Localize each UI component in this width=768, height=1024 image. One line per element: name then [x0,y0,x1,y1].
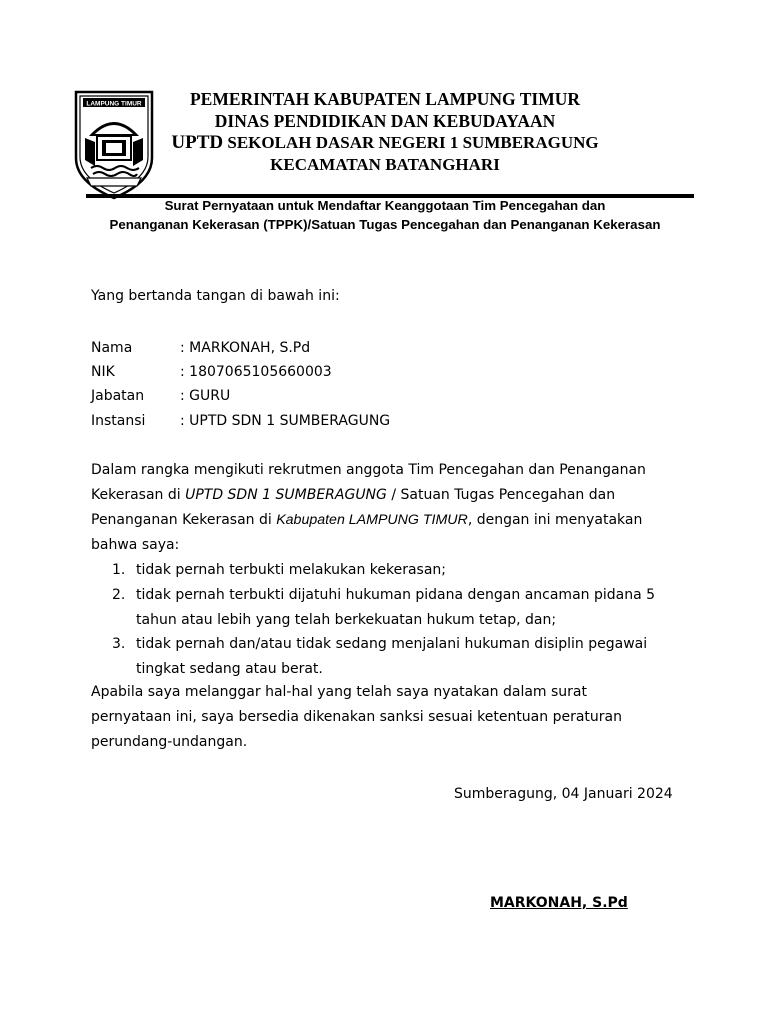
closing-line: Apabila saya melanggar hal-hal yang telah saya nyatakan dalam surat [91,684,588,700]
statement-line [91,508,681,533]
svg-text:LAMPUNG TIMUR: LAMPUNG TIMUR [86,100,142,108]
statement-text: / Satuan Tugas Pencegahan dan [386,487,616,503]
letter-title [70,196,700,234]
place-date: Sumberagung, 04 Januari 2024 [454,786,673,802]
letterhead-school-name: SEKOLAH DASAR NEGERI 1 SUMBERAGUNG [223,133,599,152]
letter-title-line: Penanganan Kekerasan (TPPK)/Satuan Tugas Pencegahan dan Penanganan Kekerasan [109,217,661,232]
statement-line: Dalam rangka mengikuti rekrutmen anggota Tim Pencegahan dan Penanganan [91,462,646,478]
letter-title-line: Surat Pernyataan untuk Mendaftar Keanggotaan Tim Pencegahan dan [164,198,606,213]
list-item: tidak pernah terbukti melakukan kekerasan; [136,562,447,578]
statement-text: Penanganan Kekerasan di [91,512,277,528]
letterhead [150,88,620,176]
letterhead-department: DINAS PENDIDIKAN DAN KEBUDAYAAN [214,111,556,131]
closing-line: pernyataan ini, saya bersedia dikenakan sanksi sesuai ketentuan peraturan [91,709,622,725]
list-item-number: 3. [112,636,126,652]
letterhead-uptd: UPTD [171,132,224,153]
identity-value-name: : MARKONAH, S.Pd [180,340,311,356]
letterhead-government: PEMERINTAH KABUPATEN LAMPUNG TIMUR [189,89,581,109]
statement-line: bahwa saya: [91,537,180,553]
list-item-number: 2. [112,587,126,603]
closing-paragraph [91,680,681,755]
list-item-continuation: tahun atau lebih yang telah berkekuatan hukum tetap, dan; [136,612,557,628]
list-item-continuation: tingkat sedang atau berat. [136,661,323,677]
statement-regency-italic: Kabupaten LAMPUNG TIMUR [276,512,468,528]
letterhead-district: KECAMATAN BATANGHARI [270,155,500,174]
statement-line [91,483,681,508]
identity-label-name: Nama [91,340,133,356]
opening-line: Yang bertanda tangan di bawah ini: [91,288,340,304]
identity-label-position: Jabatan [91,388,145,404]
letterhead-school [150,132,620,154]
signature-name: MARKONAH, S.Pd [490,895,628,911]
statement-text: Kekerasan di [91,487,186,503]
closing-line: perundang-undangan. [91,734,248,750]
list-item: tidak pernah dan/atau tidak sedang menjalani hukuman disiplin pegawai [136,636,648,652]
statement-school-italic: UPTD SDN 1 SUMBERAGUNG [185,487,387,503]
list-item: tidak pernah terbukti dijatuhi hukuman pidana dengan ancaman pidana 5 [136,587,656,603]
identity-value-institution: : UPTD SDN 1 SUMBERAGUNG [180,413,391,429]
statement-paragraph [91,458,681,558]
identity-value-nik: : 1807065105660003 [180,364,332,380]
regency-emblem-icon [73,90,155,200]
list-item-number: 1. [112,562,126,578]
identity-label-nik: NIK [91,364,115,380]
statement-text: , dengan ini menyatakan [467,512,643,528]
identity-label-institution: Instansi [91,413,146,429]
identity-value-position: : GURU [180,388,231,404]
